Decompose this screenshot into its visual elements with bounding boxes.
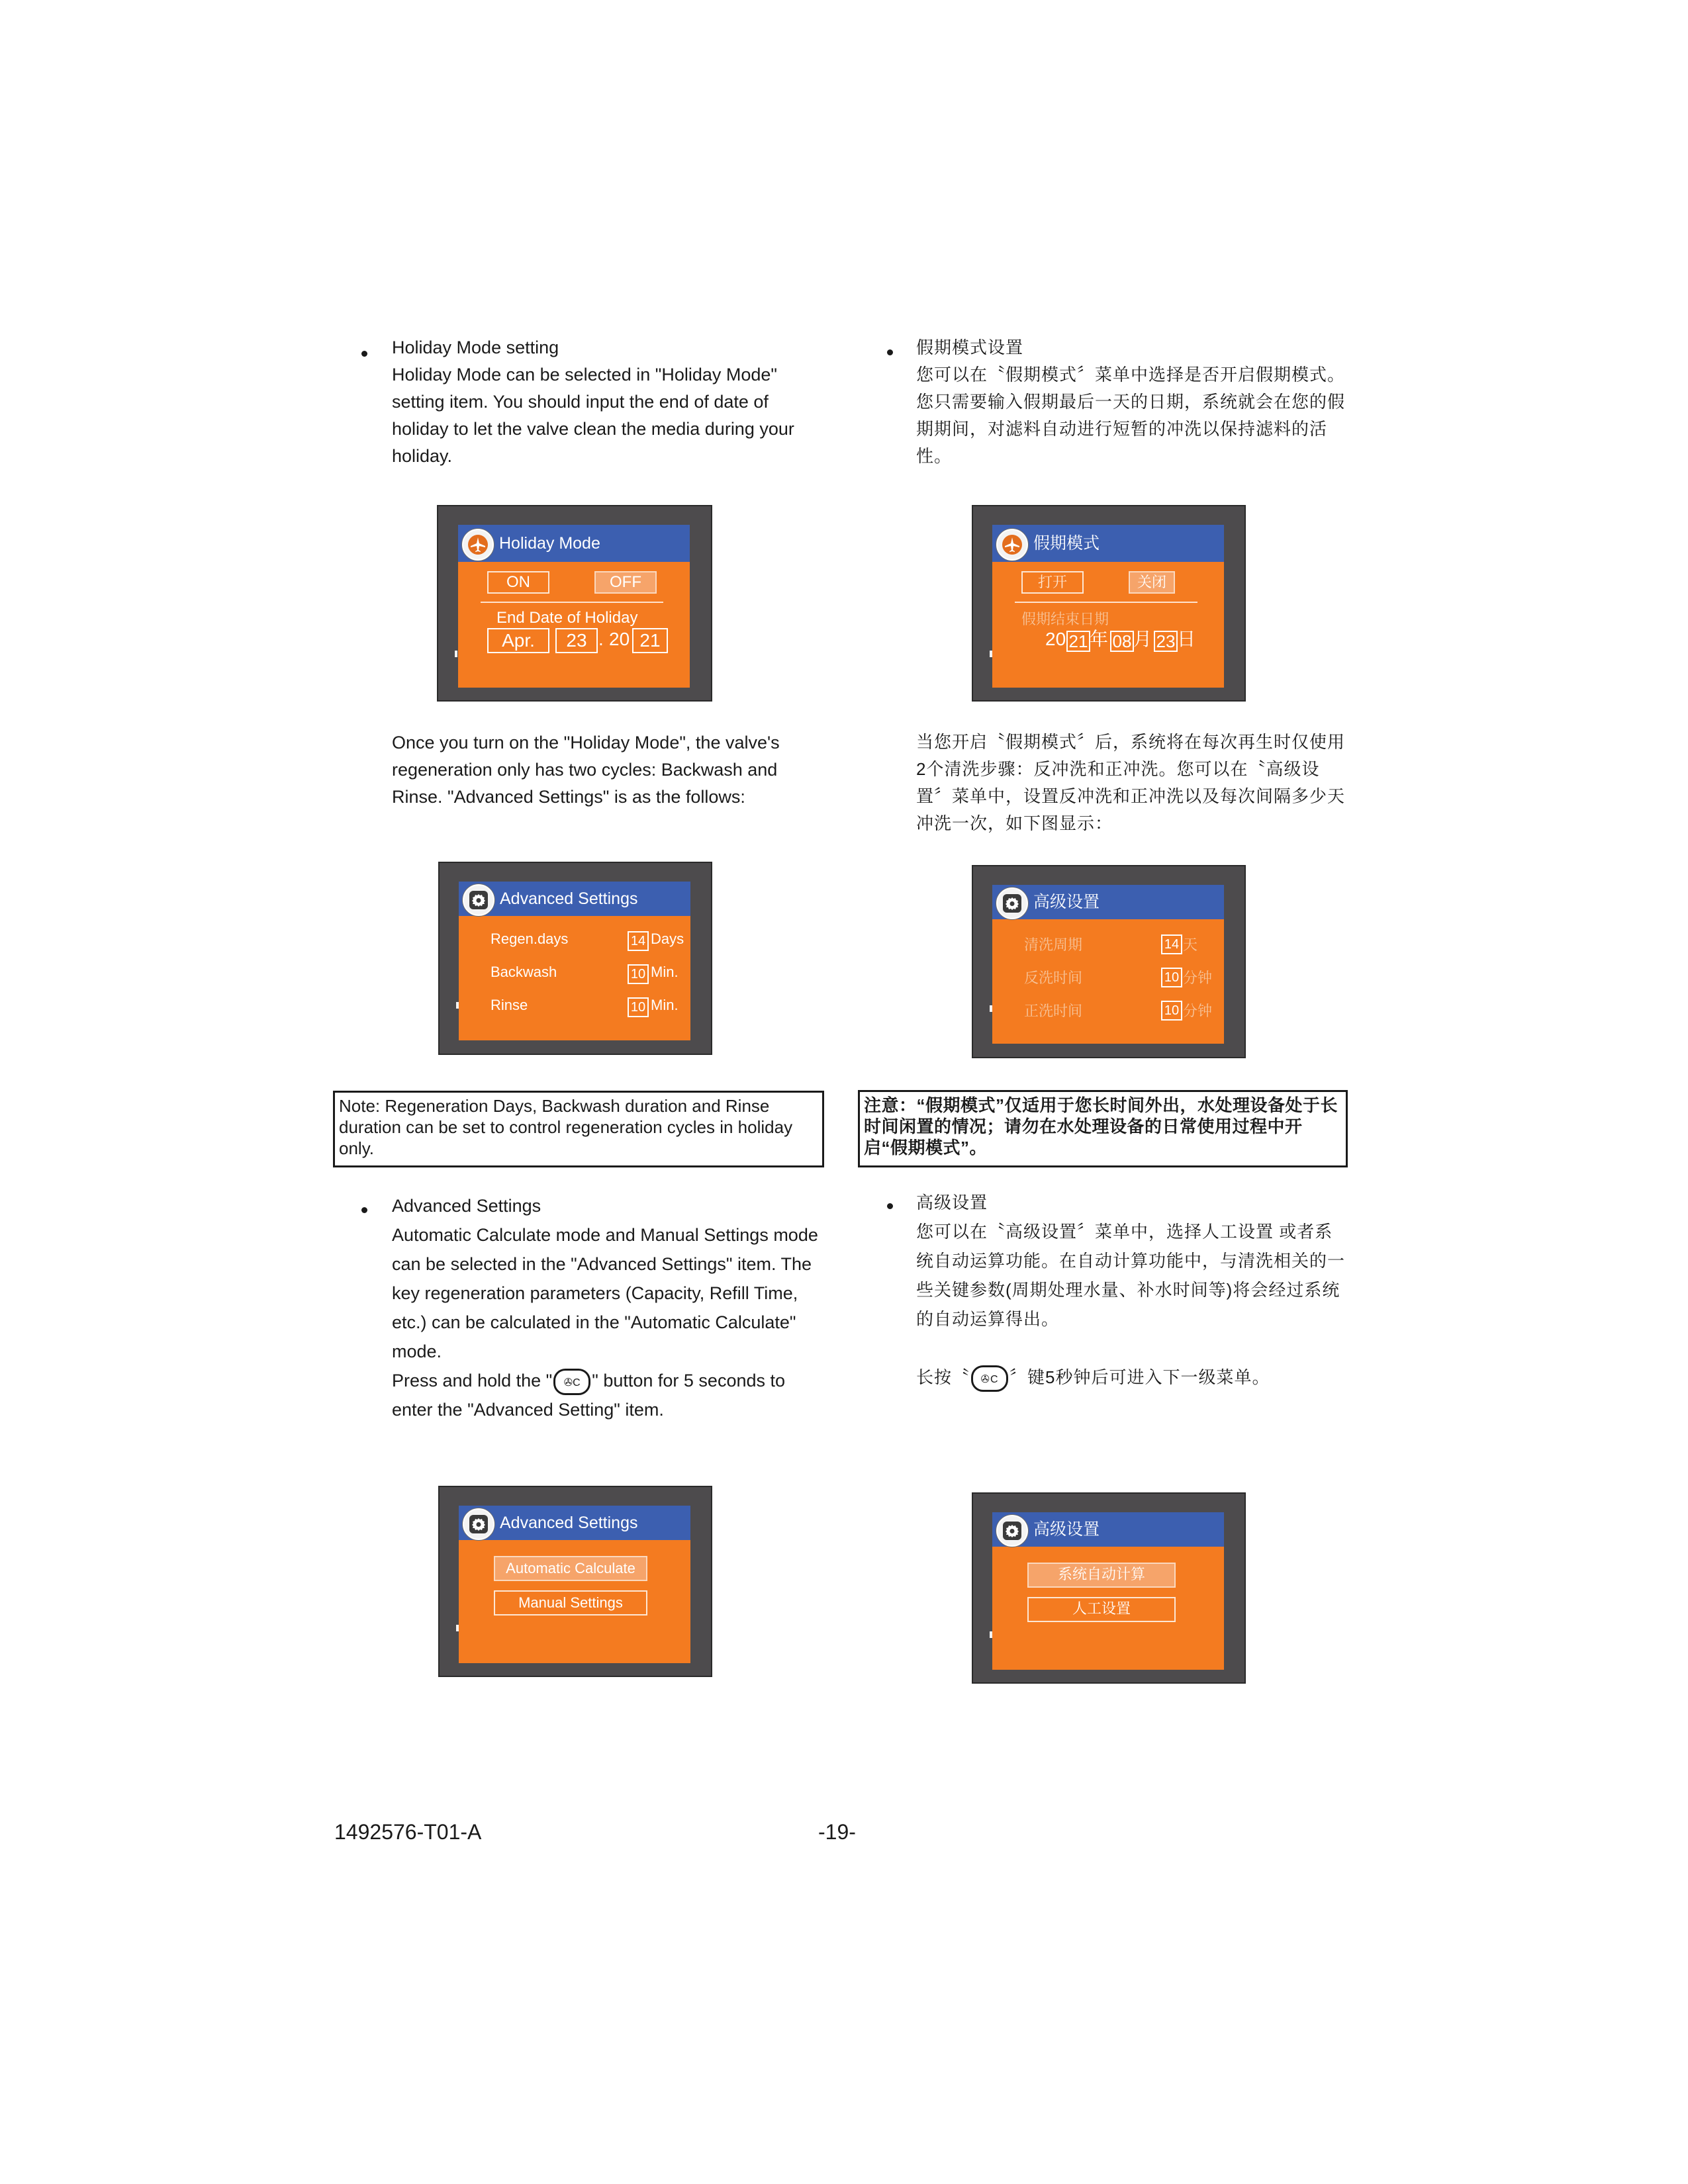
regen-days-value[interactable]: 14 xyxy=(628,931,649,951)
day-field[interactable]: 23 xyxy=(555,628,598,653)
screen-display xyxy=(992,525,1224,688)
regen-days-label: 清洗周期 xyxy=(1024,937,1083,954)
plane-icon xyxy=(462,529,494,561)
end-date-label: End Date of Holiday xyxy=(496,609,638,627)
paragraph-line: setting item. You should input the end of date of xyxy=(392,392,769,412)
year-field[interactable]: 21 xyxy=(632,628,668,653)
rinse-label: 正洗时间 xyxy=(1024,1003,1083,1020)
paragraph-line: Rinse. "Advanced Settings" is as the follows: xyxy=(392,787,745,807)
paragraph-line: 您只需要输入假期最后一天的日期，系统就会在您的假 xyxy=(916,392,1346,412)
regen-days-unit: 天 xyxy=(1183,936,1198,953)
document-id: 1492576-T01-A xyxy=(334,1820,482,1844)
off-option[interactable]: OFF xyxy=(594,571,657,594)
rinse-value[interactable]: 10 xyxy=(628,997,649,1017)
year-field[interactable]: 21 xyxy=(1066,631,1090,652)
press-hold-line xyxy=(392,1366,818,1395)
holiday-followup-zh xyxy=(916,729,1345,837)
screen-titlebar xyxy=(459,882,690,916)
screen-title: Holiday Mode xyxy=(499,534,600,553)
paragraph-line: regeneration only has two cycles: Backwash and xyxy=(392,760,778,780)
press-text: " button for 5 seconds to xyxy=(592,1371,786,1390)
screen-display xyxy=(459,882,690,1040)
screen-display xyxy=(459,1506,690,1663)
gear-icon xyxy=(463,1508,494,1540)
plane-icon xyxy=(996,529,1028,561)
mode-select-screen-zh xyxy=(972,1492,1246,1684)
paragraph-line: can be selected in the "Advanced Settings" item. The xyxy=(392,1254,812,1274)
backwash-label: 反洗时间 xyxy=(1024,970,1083,987)
paragraph-line: Automatic Calculate mode and Manual Settings mode xyxy=(392,1225,818,1245)
holiday-section-en xyxy=(392,334,794,470)
paragraph-line: Once you turn on the "Holiday Mode", the valve's xyxy=(392,733,780,752)
year-prefix: 20 xyxy=(609,629,630,649)
month-field[interactable]: 08 xyxy=(1110,631,1134,652)
paragraph-line: holiday to let the valve clean the media during your xyxy=(392,419,794,439)
backwash-value[interactable]: 10 xyxy=(628,964,649,984)
settings-key-icon: ✇C xyxy=(971,1365,1008,1392)
month-field[interactable]: Apr. xyxy=(487,628,549,653)
section-heading: Advanced Settings xyxy=(392,1196,541,1216)
manual-settings-option[interactable]: Manual Settings xyxy=(494,1590,647,1615)
regen-days-value[interactable]: 14 xyxy=(1161,934,1182,954)
settings-key-icon: ✇C xyxy=(553,1369,590,1395)
rinse-unit: Min. xyxy=(651,997,679,1013)
rinse-unit: 分钟 xyxy=(1183,1003,1213,1019)
paragraph-line: 置〞菜单中，设置反冲洗和正冲洗以及每次间隔多少天 xyxy=(916,786,1346,806)
screen-display xyxy=(992,1512,1224,1670)
paragraph-line: 的自动运算得出。 xyxy=(916,1309,1060,1329)
mode-select-screen xyxy=(438,1486,712,1677)
regen-days-label: Regen.days xyxy=(491,931,569,947)
divider xyxy=(1015,602,1197,603)
paragraph-line: key regeneration parameters (Capacity, Refill Time, xyxy=(392,1283,798,1303)
section-heading: Holiday Mode setting xyxy=(392,338,559,357)
off-option[interactable]: 关闭 xyxy=(1129,571,1175,594)
advanced-settings-screen-zh xyxy=(972,865,1246,1058)
paragraph-line: Holiday Mode can be selected in "Holiday Mode" xyxy=(392,365,777,385)
screen-title: 假期模式 xyxy=(1033,533,1100,553)
paragraph-line: 统自动运算功能。在自动计算功能中，与清洗相关的一 xyxy=(916,1251,1346,1271)
backwash-label: Backwash xyxy=(491,964,557,980)
divider xyxy=(481,602,663,603)
screen-titlebar xyxy=(992,1512,1224,1547)
rinse-value[interactable]: 10 xyxy=(1161,1001,1182,1021)
paragraph-line: 2个清洗步骤：反冲洗和正冲洗。您可以在〝高级设 xyxy=(916,759,1320,779)
holiday-mode-screen xyxy=(437,505,712,702)
paragraph-line: enter the "Advanced Setting" item. xyxy=(392,1400,664,1420)
note-text: Note: Regeneration Days, Backwash duration and Rinse duration can be set to control regeneration cycles in holiday only. xyxy=(339,1096,793,1158)
day-char: 日 xyxy=(1177,629,1196,649)
backwash-value[interactable]: 10 xyxy=(1161,968,1182,987)
bullet xyxy=(361,351,367,357)
screen-display xyxy=(458,525,690,688)
backwash-unit: 分钟 xyxy=(1183,970,1213,986)
press-text: 〞键5秒钟后可进入下一级菜单。 xyxy=(1009,1367,1270,1387)
note-text: 注意：“假期模式”仅适用于您长时间外出，水处理设备处于长时间闲置的情况；请勿在水处理设备的日常使用过程中开启“假期模式”。 xyxy=(864,1095,1338,1158)
paragraph-line: 些关键参数(周期处理水量、补水时间等)将会经过系统 xyxy=(916,1280,1340,1300)
page-number: -19- xyxy=(818,1820,856,1844)
holiday-followup-en xyxy=(392,729,780,811)
gear-icon xyxy=(463,884,494,916)
note-box-zh xyxy=(858,1090,1348,1167)
paragraph-line: etc.) can be calculated in the "Automatic Calculate" xyxy=(392,1312,796,1332)
rinse-label: Rinse xyxy=(491,997,528,1013)
paragraph-line: 性。 xyxy=(916,446,953,466)
screen-title: 高级设置 xyxy=(1033,892,1100,911)
section-heading: 高级设置 xyxy=(916,1193,988,1212)
screen-titlebar xyxy=(992,885,1224,919)
bullet xyxy=(887,1203,893,1209)
manual-settings-option[interactable]: 人工设置 xyxy=(1027,1597,1176,1622)
press-hold-line xyxy=(916,1363,1345,1392)
paragraph-line: 您可以在〝假期模式〞菜单中选择是否开启假期模式。 xyxy=(916,365,1346,385)
on-option[interactable]: 打开 xyxy=(1021,571,1084,594)
gear-icon xyxy=(996,1515,1028,1547)
press-text: Press and hold the " xyxy=(392,1371,553,1390)
holiday-mode-screen-zh xyxy=(972,505,1246,702)
paragraph-line: mode. xyxy=(392,1342,442,1361)
screen-titlebar xyxy=(458,525,690,562)
paragraph-line: 冲洗一次，如下图显示： xyxy=(916,813,1113,833)
screen-title: 高级设置 xyxy=(1033,1520,1100,1539)
screen-title: Advanced Settings xyxy=(500,889,638,908)
spacer xyxy=(916,1334,1345,1363)
press-text: 长按〝 xyxy=(916,1367,970,1387)
screen-display xyxy=(992,885,1224,1044)
bullet xyxy=(887,349,893,355)
gear-icon xyxy=(996,887,1028,919)
screen-titlebar xyxy=(992,525,1224,562)
end-date-label: 假期结束日期 xyxy=(1021,612,1109,628)
paragraph-line: 当您开启〝假期模式〞后，系统将在每次再生时仅使用 xyxy=(916,732,1346,752)
paragraph-line: 期期间，对滤料自动进行短暂的冲洗以保持滤料的活 xyxy=(916,419,1328,439)
bullet xyxy=(361,1207,367,1213)
advanced-settings-screen xyxy=(438,862,712,1055)
advanced-section-en xyxy=(392,1191,818,1424)
automatic-calculate-option[interactable]: Automatic Calculate xyxy=(494,1556,647,1581)
section-heading: 假期模式设置 xyxy=(916,338,1024,357)
day-field[interactable]: 23 xyxy=(1154,631,1178,652)
date-separator: . xyxy=(598,629,604,649)
paragraph-line: holiday. xyxy=(392,446,453,466)
regen-days-unit: Days xyxy=(651,931,684,947)
on-option[interactable]: ON xyxy=(487,571,549,594)
screen-titlebar xyxy=(459,1506,690,1540)
paragraph-line: 您可以在〝高级设置〞菜单中，选择人工设置 或者系 xyxy=(916,1222,1333,1242)
holiday-section-zh xyxy=(916,334,1345,470)
year-char: 年 xyxy=(1090,629,1109,649)
backwash-unit: Min. xyxy=(651,964,679,980)
note-box-en xyxy=(333,1091,824,1167)
screen-tick xyxy=(455,651,457,657)
month-char: 月 xyxy=(1133,629,1152,649)
year-prefix: 20 xyxy=(1045,629,1066,649)
advanced-section-zh xyxy=(916,1188,1345,1392)
screen-title: Advanced Settings xyxy=(500,1514,638,1532)
automatic-calculate-option[interactable]: 系统自动计算 xyxy=(1027,1563,1176,1588)
